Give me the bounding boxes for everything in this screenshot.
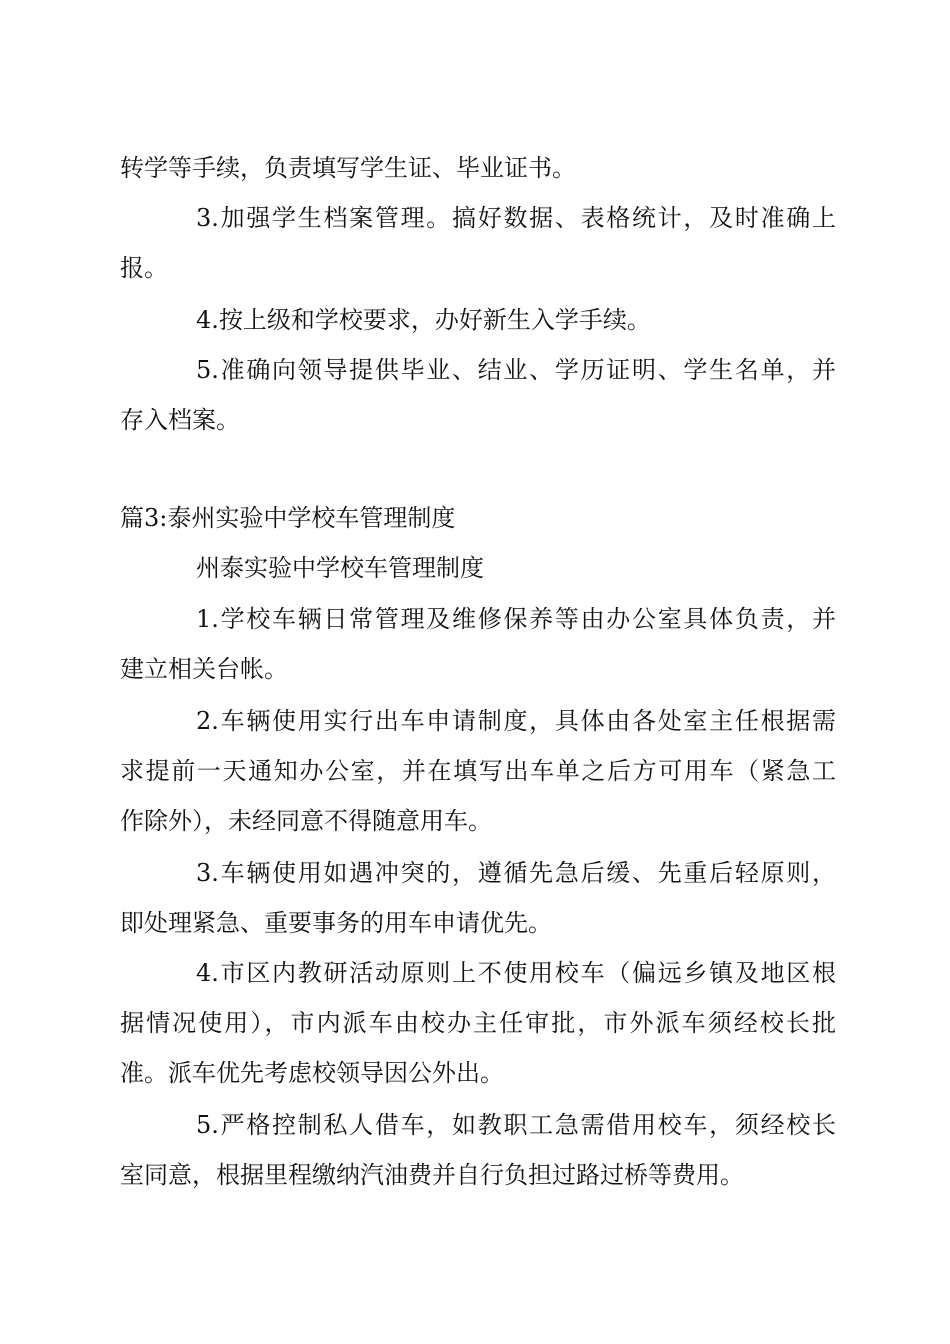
list-item-5-line: 存入档案。 bbox=[120, 406, 240, 434]
list-item-5-line: 5.准确向领导提供毕业、结业、学历证明、学生名单，并 bbox=[196, 356, 836, 384]
rule-item-2-line: 2.车辆使用实行出车申请制度，具体由各处室主任根据需 bbox=[196, 707, 836, 735]
list-item-4-line: 4.按上级和学校要求，办好新生入学手续。 bbox=[196, 306, 651, 334]
rule-item-4-line: 准。派车优先考虑校领导因公外出。 bbox=[120, 1059, 504, 1087]
rule-item-4-line: 据情况使用），市内派车由校办主任审批，市外派车须经校长批 bbox=[120, 1009, 836, 1037]
rule-item-3-line: 即处理紧急、重要事务的用车申请优先。 bbox=[120, 909, 552, 937]
rule-item-2-line: 作除外），未经同意不得随意用车。 bbox=[120, 807, 492, 835]
section-heading: 篇3:泰州实验中学校车管理制度 bbox=[120, 504, 456, 532]
list-item-3-line: 3.加强学生档案管理。搞好数据、表格统计，及时准确上 bbox=[196, 204, 836, 232]
rule-item-5-line: 5.严格控制私人借车，如教职工急需借用校车，须经校长 bbox=[196, 1111, 836, 1139]
rule-item-3-line: 3.车辆使用如遇冲突的，遵循先急后缓、先重后轻原则， bbox=[196, 859, 836, 887]
rule-item-5-line: 室同意，根据里程缴纳汽油费并自行负担过路过桥等费用。 bbox=[120, 1161, 744, 1189]
list-item-3-line: 报。 bbox=[120, 254, 168, 282]
rule-item-1-line: 1.学校车辆日常管理及维修保养等由办公室具体负责，并 bbox=[196, 605, 836, 633]
rule-item-1-line: 建立相关台帐。 bbox=[120, 655, 288, 683]
rule-item-2-line: 求提前一天通知办公室，并在填写出车单之后方可用车（紧急工 bbox=[120, 757, 836, 785]
paragraph-line: 转学等手续，负责填写学生证、毕业证书。 bbox=[120, 154, 576, 182]
rule-item-4-line: 4.市区内教研活动原则上不使用校车（偏远乡镇及地区根 bbox=[196, 959, 836, 987]
section-subtitle: 州泰实验中学校车管理制度 bbox=[196, 554, 484, 582]
